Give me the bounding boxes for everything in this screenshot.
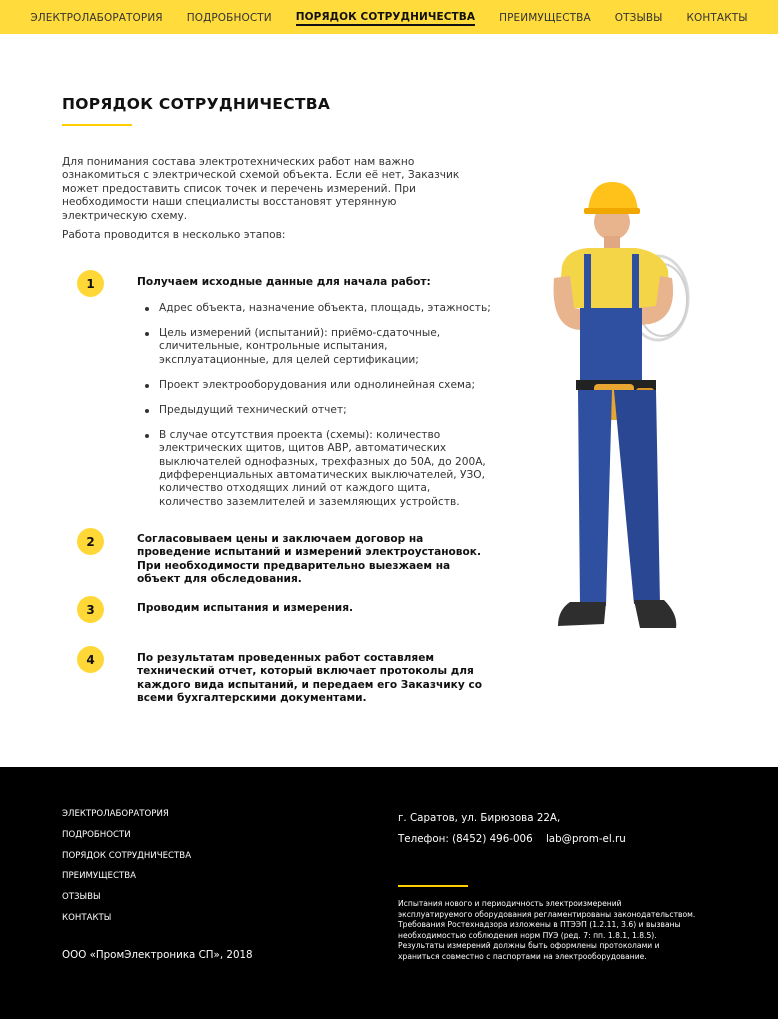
contact-line	[398, 833, 626, 845]
list-item: Адрес объекта, назначение объекта, площадь, этажность;	[137, 302, 497, 315]
footer-link-reviews[interactable]: ОТЗЫВЫ	[62, 892, 101, 903]
footer-link-contacts[interactable]: КОНТАКТЫ	[62, 912, 112, 923]
address: г. Саратов, ул. Бирюзова 22А,	[398, 812, 561, 824]
intro-paragraph: Для понимания состава электротехнических работ нам важно ознакомиться с электрической схемой объекта. Если её нет, Заказчик может предоставить список точек и перечень измерений. При необходимости наши специалисты восстановят утерянную электрическую схему.	[62, 156, 460, 222]
footer-link-advantages[interactable]: ПРЕИМУЩЕСТВА	[62, 871, 137, 882]
footer-navigation	[62, 809, 191, 934]
electrician-illustration	[540, 178, 700, 636]
step-1-list	[137, 302, 497, 521]
footer-divider	[398, 885, 468, 887]
footer-link-cooperation[interactable]: ПОРЯДОК СОТРУДНИЧЕСТВА	[62, 850, 192, 861]
nav-item-reviews[interactable]: ОТЗЫВЫ	[614, 11, 663, 24]
step-number-4: 4	[77, 646, 104, 673]
nav-item-details[interactable]: ПОДРОБНОСТИ	[186, 11, 272, 24]
list-item: Проект электрооборудования или однолинейная схема;	[137, 379, 497, 392]
step-title-3: Проводим испытания и измерения.	[137, 602, 354, 614]
top-navigation	[0, 0, 778, 34]
copyright: ООО «ПромЭлектроника СП», 2018	[62, 949, 253, 961]
footer-link-details[interactable]: ПОДРОБНОСТИ	[62, 829, 131, 840]
nav-item-contacts[interactable]: КОНТАКТЫ	[686, 11, 748, 24]
step-title-1: Получаем исходные данные для начала работ:	[137, 276, 431, 288]
page-title: ПОРЯДОК СОТРУДНИЧЕСТВА	[62, 95, 331, 113]
footer-link-electrolab[interactable]: ЭЛЕКТРОЛАБОРАТОРИЯ	[62, 809, 169, 819]
list-item: Предыдущий технический отчет;	[137, 404, 497, 417]
legal-note: Испытания нового и периодичность электроизмерений эксплуатируемого оборудования регламентированы законодательством. Требования Ростехнадзора изложены в ПТЭЭП (1.2.11, 3.6) и вызваны необходимостью соблюдения норм ПУЭ (ред. 7: пп. 1.8.1, 1.8.5). Результаты измерений должны быть оформлены протоколами и храниться совместно с паспортами на электрооборудование.	[398, 899, 696, 961]
step-title-2: Согласовываем цены и заключаем договор на проведение испытаний и измерений электроустановок. При необходимости предварительно выезжаем на объект для обследования.	[137, 533, 482, 586]
phone-text[interactable]: Телефон: (8452) 496-006	[398, 833, 533, 845]
email-link[interactable]: lab@prom-el.ru	[545, 833, 626, 845]
list-item: Цель измерений (испытаний): приёмо-сдаточные, сличительные, контрольные испытания, эксплуатационные, для целей сертификации;	[137, 327, 497, 367]
nav-item-cooperation[interactable]: ПОРЯДОК СОТРУДНИЧЕСТВА	[296, 9, 475, 26]
list-item: В случае отсутствия проекта (схемы): количество электрических щитов, щитов АВР, автоматических выключателей однофазных, трехфазных до 50А, до 200А, дифференциальных автоматических выключателей, УЗО, количество отходящих линий от каждого щита, количество заземлителей и заземляющих устройств.	[137, 429, 497, 509]
stages-lead: Работа проводится в несколько этапов:	[62, 229, 286, 241]
title-underline	[62, 124, 132, 126]
nav-item-electrolab[interactable]: ЭЛЕКТРОЛАБОРАТОРИЯ	[30, 11, 163, 24]
nav-item-advantages[interactable]: ПРЕИМУЩЕСТВА	[499, 11, 591, 24]
step-number-2: 2	[77, 528, 104, 555]
step-title-4: По результатам проведенных работ составляем технический отчет, который включает протоколы для каждого вида испытаний, и передаем его Заказчику со всеми бухгалтерскими документами.	[137, 652, 483, 705]
step-number-3: 3	[77, 596, 104, 623]
step-number-1: 1	[77, 270, 104, 297]
